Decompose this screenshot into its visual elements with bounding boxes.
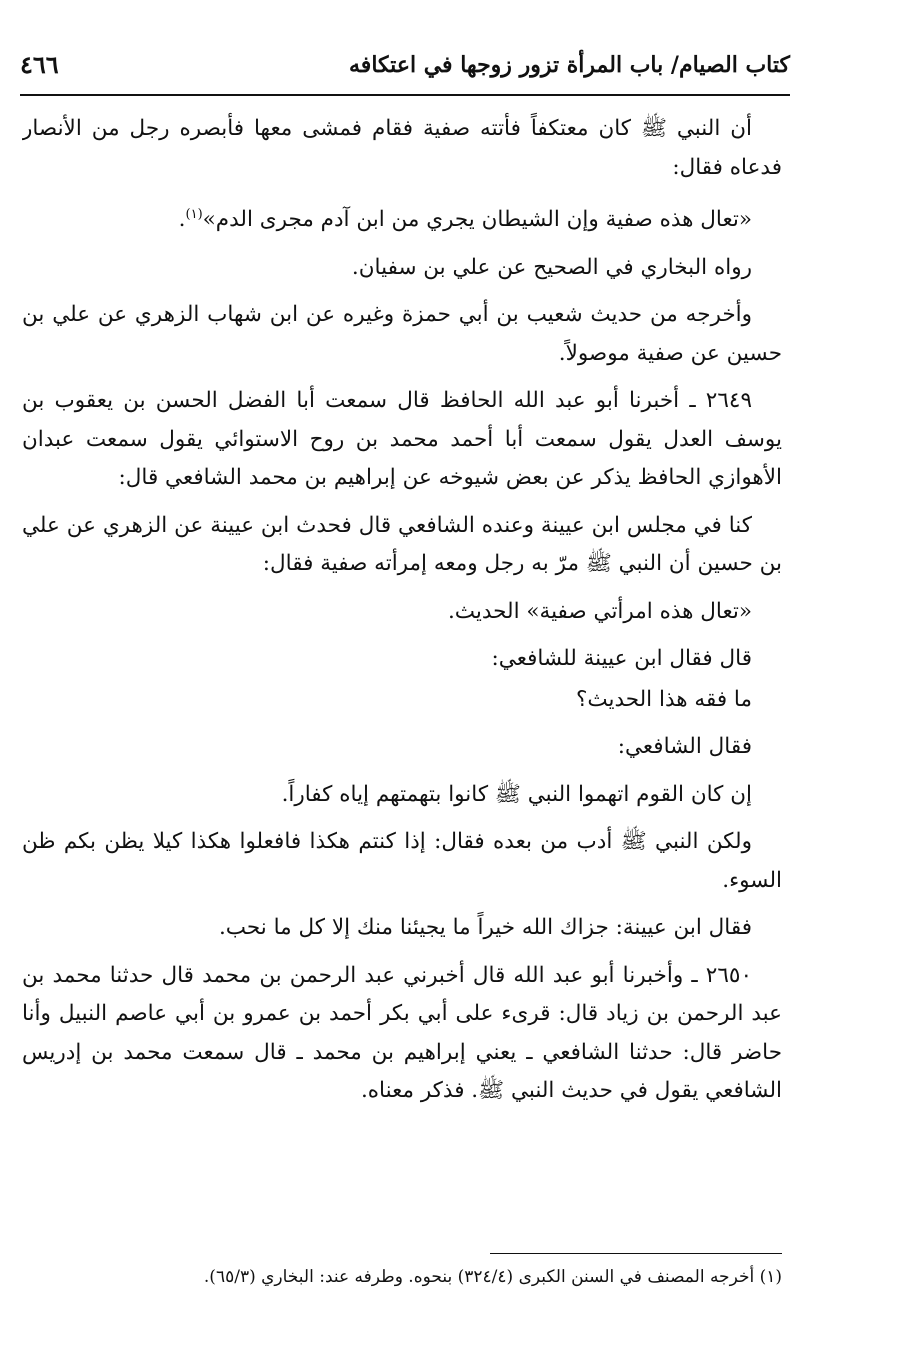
quote-text: «تعال هذه صفية وإن الشيطان يجري من ابن آدم مجرى الدم»: [202, 207, 752, 233]
paragraph: وأخرجه من حديث شعيب بن أبي حمزة وغيره عن ابن شهاب الزهري عن علي بن حسين عن صفية موصولاً.: [22, 302, 782, 366]
chapter-title: كتاب الصيام/ باب المرأة تزور زوجها في اعتكافه: [349, 52, 790, 78]
paragraph: قال فقال ابن عيينة للشافعي:: [491, 646, 752, 672]
quote-end: .: [178, 207, 186, 233]
paragraph: إن كان القوم اتهموا النبي ﷺ كانوا بتهمتهم إياه كفاراً.: [281, 781, 752, 807]
main-text: [22, 110, 782, 1246]
running-header: [20, 46, 790, 90]
paragraph: أن النبي ﷺ كان معتكفاً فأتته صفية فقام فمشى معها فأبصره رجل من الأنصار فدعاه فقال:: [22, 116, 782, 180]
hadith-2649: ٢٦٤٩ ـ أخبرنا أبو عبد الله الحافظ قال سمعت أبا الفضل الحسن بن يعقوب بن يوسف العدل يقول سمعت أبا أحمد محمد بن روح الاستوائي يقول سمعت عبدان الأهوازي الحافظ يذكر عن بعض شيوخه عن إبراهيم بن محمد الشافعي قال:: [22, 388, 782, 491]
footnote-ref[interactable]: (١): [185, 207, 203, 222]
hadith-2650: ٢٦٥٠ ـ وأخبرنا أبو عبد الله قال أخبرني عبد الرحمن بن محمد قال حدثنا محمد بن عبد الرحمن بن زياد قال: قرىء على أبي بكر أحمد بن عمرو بن أبي عاصم النبيل وأنا حاضر قال: حدثنا الشافعي ـ يعني إبراهيم بن محمد ـ قال سمعت محمد بن إدريس الشافعي يقول في حديث النبي ﷺ. فذكر معناه.: [22, 962, 782, 1104]
page-number: ٤٦٦: [20, 50, 59, 79]
paragraph: فقال ابن عيينة: جزاك الله خيراً ما يجيئنا منك إلا كل ما نحب.: [218, 915, 752, 941]
header-rule: [20, 94, 790, 96]
hadith-quote: [22, 196, 782, 240]
footnote-rule: [490, 1253, 782, 1254]
paragraph: فقال الشافعي:: [617, 734, 752, 760]
paragraph: ما فقه هذا الحديث؟: [575, 686, 752, 712]
paragraph: كنا في مجلس ابن عيينة وعنده الشافعي قال فحدث ابن عيينة عن الزهري عن علي بن حسين أن النبي ﷺ مرّ به رجل ومعه إمرأته صفية فقال:: [22, 512, 782, 577]
paragraph: رواه البخاري في الصحيح عن علي بن سفيان.: [351, 254, 752, 280]
footnote: (١) أخرجه المصنف في السنن الكبرى (٣٢٤/٤) بنحوه. وطرفه عند: البخاري (٦٥/٣).: [203, 1267, 782, 1287]
hadith-quote: «تعال هذه امرأتي صفية» الحديث.: [447, 598, 752, 624]
paragraph: ولكن النبي ﷺ أدب من بعده فقال: إذا كنتم هكذا فافعلوا هكذا كيلا يظن بكم ظن السوء.: [22, 829, 782, 893]
